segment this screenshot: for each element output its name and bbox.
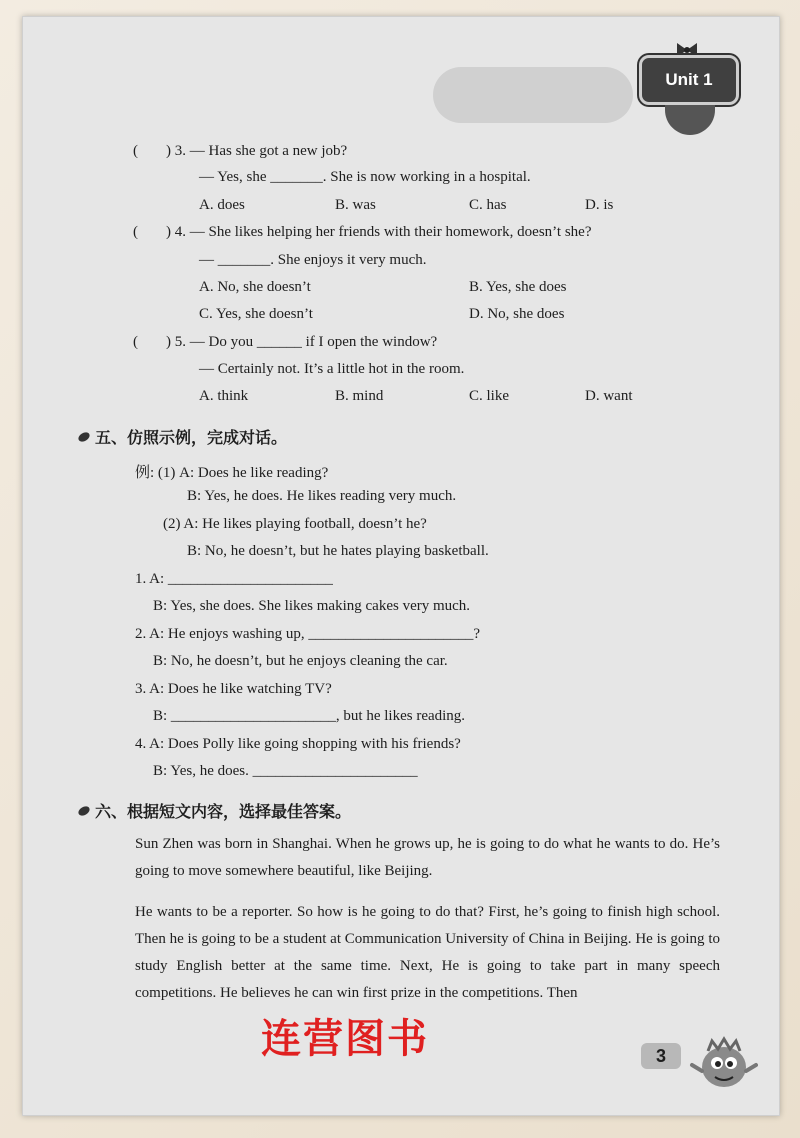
leaf-icon — [77, 805, 91, 817]
q4-option-c: C. Yes, she doesn’t — [199, 306, 313, 322]
q5-reply: — Certainly not. It’s a little hot in the room. — [199, 361, 465, 377]
item-2-b: B: No, he doesn’t, but he enjoys cleaning the car. — [153, 653, 448, 669]
q3-option-b: B. was — [335, 197, 376, 213]
reading-paragraph-2: He wants to be a reporter. So how is he going to do that? First, he’s going to finish high school. Then he is going to be a student at Communication University of China in Beijing. He is going to study English better at the same time. Next, He is going to take part in many speech competitions. He believes he can win first prize in the competitions. Then — [135, 904, 720, 1001]
example-2-b: B: No, he doesn’t, but he hates playing basketball. — [187, 543, 489, 559]
q5-option-b: B. mind — [335, 388, 384, 404]
textbook-page — [22, 16, 780, 1116]
mascot-icon — [688, 1027, 758, 1097]
q3-reply: — Yes, she _______. She is now working in a hospital. — [199, 169, 531, 185]
q3-option-a: A. does — [199, 197, 245, 213]
item-3-b: B: ______________________, but he likes reading. — [153, 708, 466, 724]
q4-question: ( ) 4. — She likes helping her friends with their homework, doesn’t she? — [133, 224, 592, 240]
item-1-a: 1. A: ______________________ — [135, 571, 333, 587]
reading-paragraph-1: Sun Zhen was born in Shanghai. When he grows up, he is going to do what he wants to do. He’s going to move somewhere beautiful, like Beijing. — [135, 836, 720, 879]
item-2-a: 2. A: He enjoys washing up, ______________________? — [135, 626, 480, 642]
unit-label: Unit 1 — [665, 70, 713, 89]
example-1-b: B: Yes, he does. He likes reading very much. — [187, 488, 457, 504]
example-2-a: (2) A: He likes playing football, doesn’t he? — [163, 516, 427, 532]
section-6-heading: 六、根据短文内容，选择最佳答案。 — [77, 799, 351, 822]
q3-question: ( ) 3. — Has she got a new job? — [133, 143, 348, 159]
q5-option-d: D. want — [585, 388, 633, 404]
q3-option-c: C. has — [469, 197, 507, 213]
page-number: 3 — [641, 1043, 681, 1069]
header-banner — [433, 67, 633, 123]
q4-option-b: B. Yes, she does — [469, 279, 567, 295]
watermark-logo: 连营图书 — [261, 1016, 429, 1062]
q5-option-a: A. think — [199, 388, 249, 404]
q5-option-c: C. like — [469, 388, 509, 404]
unit-badge — [639, 55, 739, 105]
q4-option-d: D. No, she does — [469, 306, 565, 322]
mascot-body — [665, 105, 715, 135]
item-3-a: 3. A: Does he like watching TV? — [135, 681, 332, 697]
leaf-icon — [77, 431, 91, 443]
q3-option-d: D. is — [585, 197, 614, 213]
item-4-a: 4. A: Does Polly like going shopping with his friends? — [135, 736, 461, 752]
item-1-b: B: Yes, she does. She likes making cakes very much. — [153, 598, 471, 614]
example-1-a: 例: (1) A: Does he like reading? — [135, 465, 329, 481]
q4-reply: — _______. She enjoys it very much. — [199, 252, 427, 268]
item-4-b: B: Yes, he does. ______________________ — [153, 763, 418, 779]
q5-question: ( ) 5. — Do you ______ if I open the window? — [133, 334, 438, 350]
section-5-heading: 五、仿照示例，完成对话。 — [77, 425, 287, 448]
q4-option-a: A. No, she doesn’t — [199, 279, 311, 295]
